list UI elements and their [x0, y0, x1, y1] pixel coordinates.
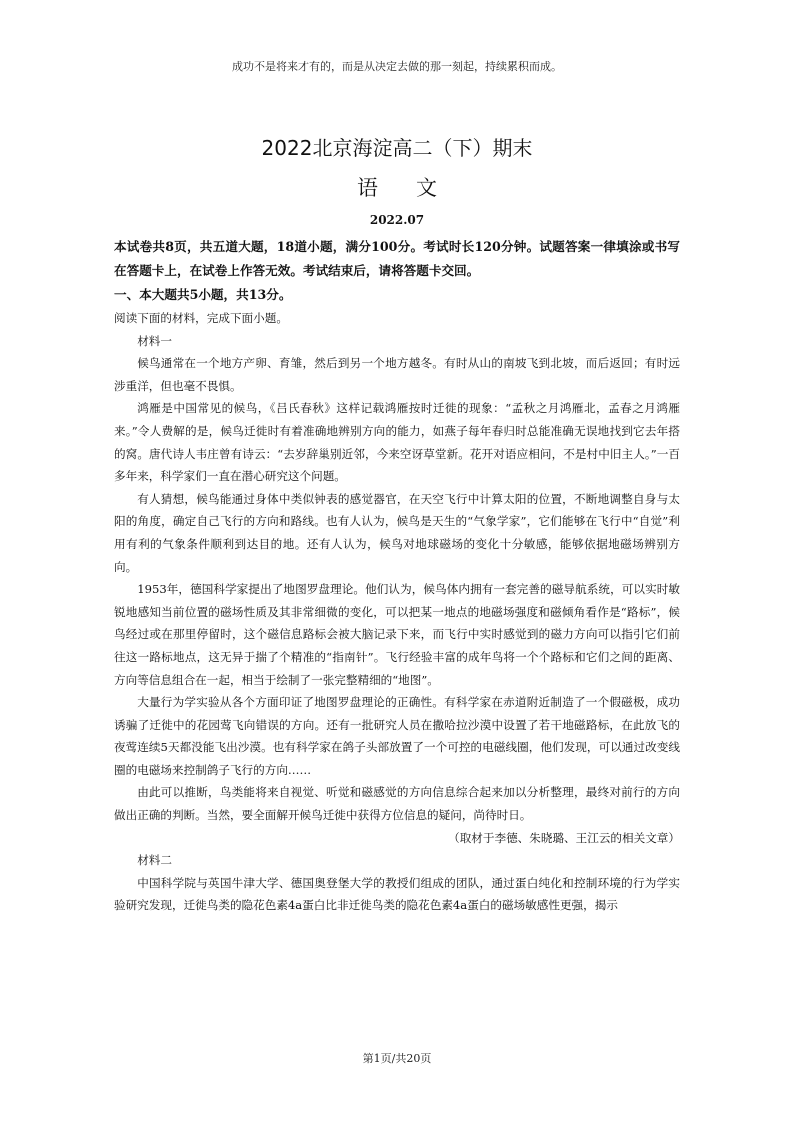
- paragraph: 大量行为学实验从各个方面印证了地图罗盘理论的正确性。有科学家在赤道附近制造了一个假磁极，成功诱骗了迁徙中的花园莺飞向错误的方向。还有一批研究人员在撒哈拉沙漠中设置了若干地磁路标，在此放飞的夜莺连续5天都没能飞出沙漠。也有科学家在鸽子头部放置了一个可控的电磁线圈，他们发现，可以通过改变线圈的电磁场来控制鸽子飞行的方向……: [114, 695, 680, 777]
- paragraph: 鸿雁是中国常见的候鸟，《吕氏春秋》这样记载鸿雁按时迁徙的现象：“孟秋之月鸿雁北，孟春之月鸿雁来。”令人费解的是，候鸟迁徙时有着准确地辨别方向的能力，如燕子每年春归时总能准确无误地找到它去年搭的窝。唐代诗人韦庄曾有诗云：“去岁辞巢别近邻，今来空讶草堂新。花开对语应相问，不是村中旧主人。”一百多年来，科学家们一直在潜心研究这个问题。: [114, 401, 680, 484]
- paragraph: 1953年，德国科学家提出了地图罗盘理论。他们认为，候鸟体内拥有一套完善的磁导航系统，可以实时敏锐地感知当前位置的磁场性质及其非常细微的变化，可以把某一地点的地磁场强度和磁倾角看作是“路标”，候鸟经过或在那里停留时，这个磁信息路标会被大脑记录下来，而飞行中实时感觉到的磁力方向可以指引它们前往这一路标地点，这无异于揣了个精准的“指南针”。飞行经验丰富的成年鸟将一个个路标和它们之间的距离、方向等信息组合在一起，相当于绘制了一张完整精细的“地图”。: [114, 582, 680, 687]
- paragraph: 有人猜想，候鸟能通过身体中类似钟表的感觉器官，在天空飞行中计算太阳的位置，不断地调整自身与太阳的角度，确定自己飞行的方向和路线。也有人认为，候鸟是天生的“气象学家”，它们能够在飞行中“自觉”利用有利的气象条件顺利到达目的地。还有人认为，候鸟对地球磁场的变化十分敏感，能够依据地磁场辨别方向。: [114, 491, 680, 574]
- paragraph: 中国科学院与英国牛津大学、德国奥登堡大学的教授们组成的团队，通过蛋白纯化和控制环境的行为学实验研究发现，迁徙鸟类的隐花色素4a蛋白比非迁徙鸟类的隐花色素4a蛋白的磁场敏感性更强，揭示: [114, 875, 680, 913]
- page-number: 第1页/共20页: [362, 1052, 432, 1065]
- section-instruction: 阅读下面的材料，完成下面小题。: [114, 311, 288, 325]
- material-source: （取材于李德、朱晓璐、王江云的相关文章）: [448, 830, 680, 845]
- exam-content: [114, 235, 680, 917]
- paragraph: 候鸟通常在一个地方产卵、育雏，然后到另一个地方越冬。有时从山的南坡飞到北坡，而后返回；有时远涉重洋，但也毫不畏惧。: [114, 356, 680, 393]
- document-title: 2022北京海淀高二（下）期末: [261, 136, 533, 160]
- section-heading: 一、本大题共5小题，共13分。: [114, 287, 292, 302]
- paragraph: 由此可以推断，鸟类能将来自视觉、听觉和磁感觉的方向信息综合起来加以分析整理，最终对前行的方向做出正确的判断。当然，要全面解开候鸟迁徙中获得方位信息的疑问，尚待时日。: [114, 785, 680, 823]
- exam-date: 2022.07: [369, 213, 425, 227]
- header-motto: 成功不是将来才有的，而是从决定去做的那一刻起，持续累积而成。: [232, 60, 562, 73]
- exam-notice: 本试卷共8页，共五道大题，18道小题，满分100分。考试时长120分钟。试题答案一律填涂或书写在答题卡上，在试卷上作答无效。考试结束后，请将答题卡交回。: [114, 239, 680, 278]
- material-label: 材料二: [137, 853, 172, 868]
- material-label: 材料一: [137, 333, 172, 348]
- subject-title: 语文: [357, 176, 475, 200]
